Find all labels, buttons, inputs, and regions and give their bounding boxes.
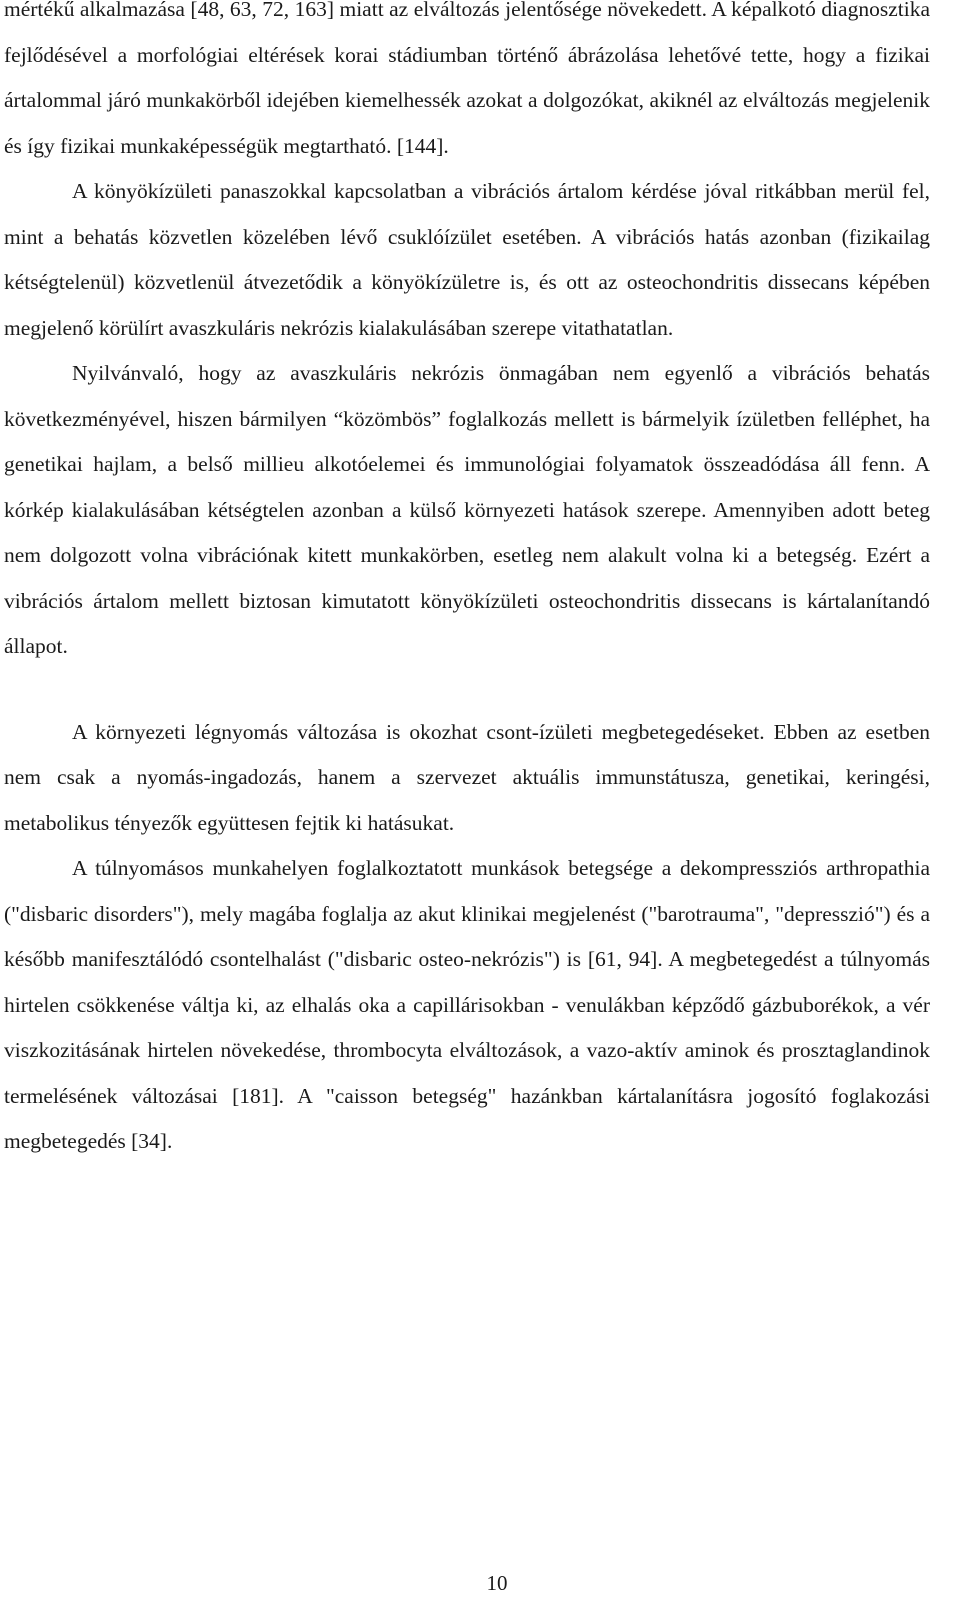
paragraph-avascular-necrosis: Nyilvánvaló, hogy az avaszkuláris nekrózis önmagában nem egyenlő a vibrációs behatás következményével, hiszen bármilyen “közömbös” foglalkozás mellett is bármelyik ízületben felléphet, ha genetikai hajlam, a belső millieu alkotóelemei és immunológiai folyamatok összeadódása áll fenn. A kórkép kialakulásában kétségtelen azonban a külső környezeti hatások szerepe. Amennyiben adott beteg nem dolgozott volna vibrációnak kitett munkakörben, esetleg nem alakult volna ki a betegség. Ezért a vibrációs ártalom mellett biztosan kimutatott könyökízületi osteochondritis dissecans is kártalanítandó állapot. — [4, 361, 930, 658]
paragraph-vibration-history: mértékű alkalmazása [48, 63, 72, 163] miatt az elváltozás jelentősége növekedett. A képalkotó diagnosztika fejlődésével a morfológiai eltérések korai stádiumban történő ábrázolása lehetővé tette, hogy a fizikai ártalommal járó munkakörből idejében kiemelhessék azokat a dolgozókat, akiknél az elváltozás megjelenik és így fizikai munkaképességük megtartható. [144]. — [4, 0, 930, 158]
paragraph-elbow-vibration: A könyökízületi panaszokkal kapcsolatban a vibrációs ártalom kérdése jóval ritkábban merül fel, mint a behatás közvetlen közelében lévő csuklóízület esetében. A vibrációs hatás azonban (fizikailag kétségtelenül) közvetlenül átvezetődik a könyökízületre is, és ott az osteochondritis dissecans képében megjelenő körülírt avaszkuláris nekrózis kialakulásában szerepe vitathatatlan. — [4, 179, 930, 340]
paragraph-decompression: A túlnyomásos munkahelyen foglalkoztatott munkások betegsége a dekompressziós arthropathia ("disbaric disorders"), mely magába foglalja az akut klinikai megjelenést ("barotrauma", "depresszió") és a később manifesztálódó csontelhalást ("disbaric osteo-nekrózis") is [61, 94]. A megbetegedést a túlnyomás hirtelen csökkenése váltja ki, az elhalás oka a capillárisokban - venulákban képződő gázbuborékok, a vér viszkozitásának hirtelen növekedése, thrombocyta elváltozások, a vazo-aktív aminok és prosztaglandinok termelésének változásai [181]. A "caisson betegség" hazánkban kártalanításra jogosító foglakozási megbetegedés [34]. — [4, 856, 930, 1153]
page-number: 10 — [486, 1571, 508, 1595]
paragraph-air-pressure: A környezeti légnyomás változása is okozhat csont-ízületi megbetegedéseket. Ebben az esetben nem csak a nyomás-ingadozás, hanem a szervezet aktuális immunstátusza, genetikai, keringési, metabolikus tényezők együttesen fejtik ki hatásukat. — [4, 719, 930, 835]
document-page — [4, 0, 930, 1165]
